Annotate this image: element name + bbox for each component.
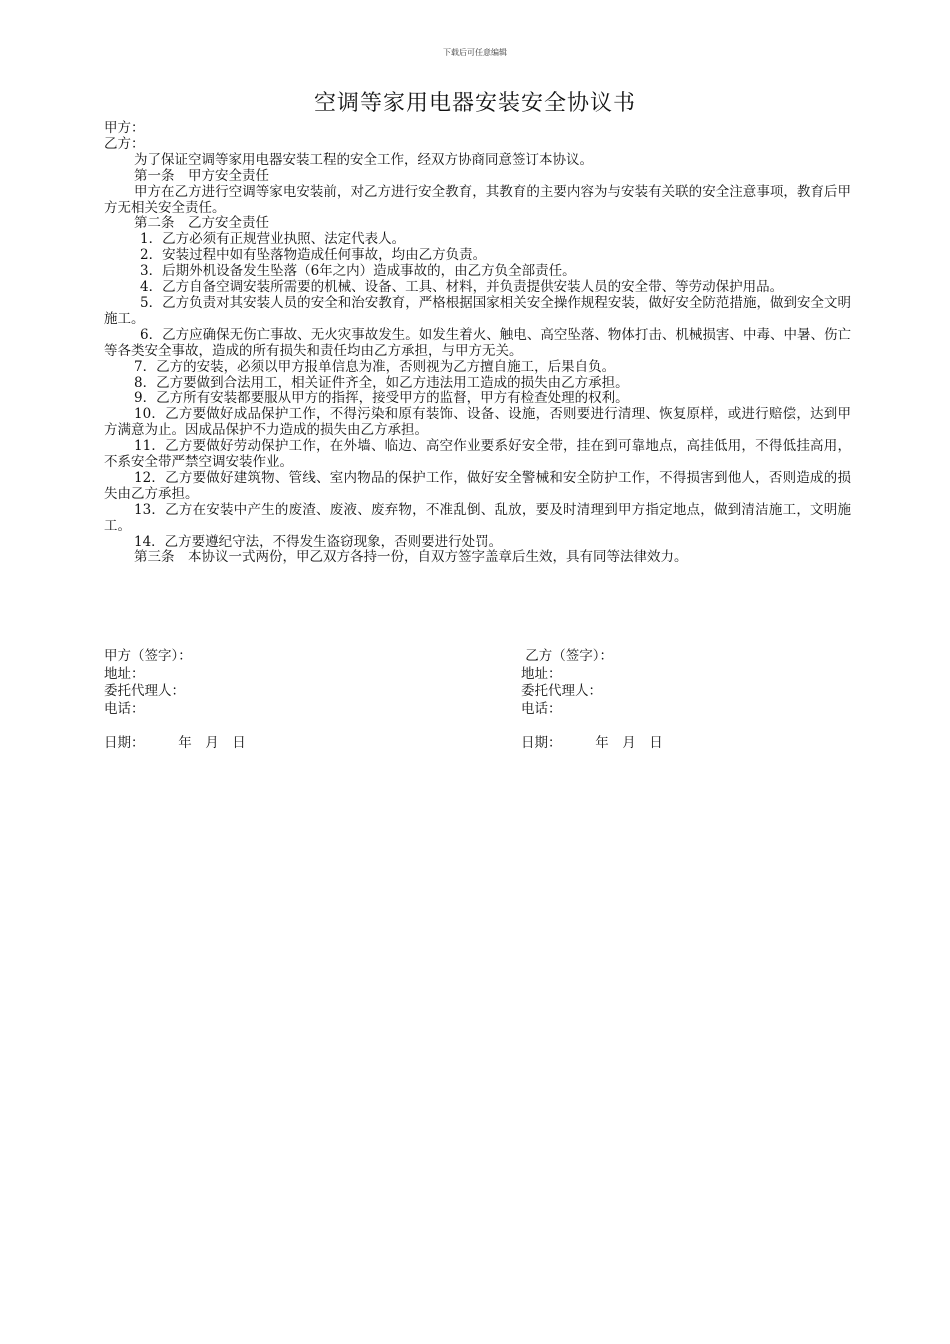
- list-item: 5．乙方负责对其安装人员的安全和治安教育，严格根据国家相关安全操作规程安装，做好安全防范措施，做到安全文明施工。: [104, 294, 851, 327]
- list-item: 11．乙方要做好劳动保护工作，在外墙、临边、高空作业要系好安全带，挂在到可靠地点，高挂低用，不得低挂高用，不系安全带严禁空调安装作业。: [104, 438, 851, 471]
- party-a-sign-label: 甲方（签字）：: [104, 648, 192, 664]
- list-item: 6．乙方应确保无伤亡事故、无火灾事故发生。如发生着火、触电、高空坠落、物体打击、机械损害、中毒、中暑、伤亡等各类安全事故，造成的所有损失和责任均由乙方承担，与甲方无关。: [104, 326, 851, 359]
- article-1-text: 甲方在乙方进行空调等家电安装前，对乙方进行安全教育，其教育的主要内容为与安装有关联的安全注意事项，教育后甲方无相关安全责任。: [104, 183, 851, 216]
- list-item: 3．后期外机设备发生坠落（6年之内）造成事故的，由乙方负全部责任。: [140, 263, 576, 280]
- party-a-signature: [104, 648, 404, 753]
- list-item: 12．乙方要做好建筑物、管线、室内物品的保护工作，做好安全警械和安全防护工作，不得损害到他人，否则造成的损失由乙方承担。: [104, 469, 851, 502]
- intro-paragraph: 为了保证空调等家用电器安装工程的安全工作，经双方协商同意签订本协议。: [134, 151, 593, 168]
- list-item: 9．乙方所有安装都要服从甲方的指挥，接受甲方的监督，甲方有检查处理的权利。: [134, 390, 629, 407]
- party-b-sign-label: 乙方（签字）：: [521, 648, 614, 664]
- party-a-agent-label: 委托代理人：: [104, 683, 185, 699]
- party-a-line: 甲方：: [104, 120, 145, 136]
- party-b-phone-label: 电话：: [521, 700, 562, 717]
- party-b-address-label: 地址：: [521, 665, 562, 682]
- list-item: 2．安装过程中如有坠落物造成任何事故，均由乙方负责。: [140, 247, 487, 264]
- party-b-line: 乙方：: [104, 135, 145, 152]
- party-a-phone-label: 电话：: [104, 700, 145, 717]
- party-b-agent-label: 委托代理人：: [521, 683, 602, 699]
- article-1-title: 第一条 甲方安全责任: [134, 167, 269, 184]
- list-item: 13．乙方在安装中产生的废渣、废液、废弃物，不准乱倒、乱放，要及时清理到甲方指定地点，做到清洁施工，文明施工。: [104, 501, 851, 534]
- list-item: 10．乙方要做好成品保护工作，不得污染和原有装饰、设备、设施，否则要进行清理、恢复原样，或进行赔偿，达到甲方满意为止。因成品保护不力造成的损失由乙方承担。: [104, 406, 851, 439]
- party-b-date-label: 日期： 年 月 日: [521, 735, 663, 751]
- list-item: 7．乙方的安装，必须以甲方报单信息为准，否则视为乙方擅自施工，后果自负。: [134, 358, 616, 375]
- document-title: 空调等家用电器安装安全协议书: [313, 91, 636, 116]
- list-item: 1．乙方必须有正规营业执照、法定代表人。: [140, 231, 406, 248]
- article-2-title: 第二条 乙方安全责任: [134, 215, 269, 232]
- list-item: 4．乙方自备空调安装所需要的机械、设备、工具、材料，并负责提供安装人员的安全带、等劳动保护用品。: [140, 279, 784, 296]
- party-a-address-label: 地址：: [104, 665, 145, 682]
- list-item: 14．乙方要遵纪守法，不得发生盗窃现象，否则要进行处罚。: [134, 533, 503, 550]
- party-a-date-label: 日期： 年 月 日: [104, 735, 246, 751]
- party-b-signature: [521, 648, 821, 753]
- list-item: 8．乙方要做到合法用工，相关证件齐全，如乙方违法用工造成的损失由乙方承担。: [134, 374, 629, 391]
- agreement-body: [104, 121, 851, 566]
- article-3-text: 第三条 本协议一式两份，甲乙双方各持一份，自双方签字盖章后生效，具有同等法律效力。: [134, 549, 688, 566]
- header-note: 下载后可任意编辑: [443, 48, 507, 57]
